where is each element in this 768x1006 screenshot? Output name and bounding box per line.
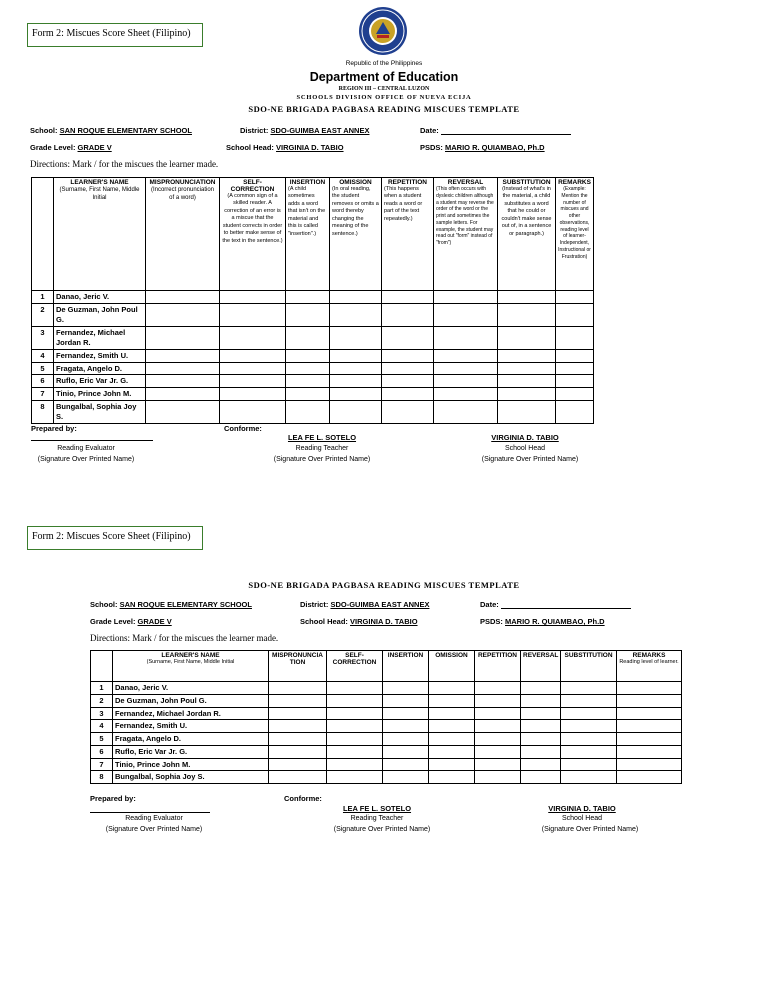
omission-mark-cell[interactable] (429, 694, 475, 707)
insertion-mark-cell[interactable] (286, 303, 330, 326)
omission-mark-cell[interactable] (330, 291, 382, 304)
head-name: VIRGINIA D. TABIO (491, 433, 559, 442)
mispronunciation-mark-cell[interactable] (146, 303, 220, 326)
republic-text: Republic of the Philippines (345, 60, 423, 67)
omission-mark-cell[interactable] (429, 720, 475, 733)
evaluator-sig-note: (Signature Over Printed Name) (37, 456, 135, 463)
grade-value: GRADE V (137, 617, 172, 626)
school-head-field (226, 143, 344, 152)
mispronunciation-mark-cell[interactable] (146, 388, 220, 401)
learner-name-cell: De Guzman, John Poul G. (54, 303, 146, 326)
reversal-mark-cell[interactable] (521, 745, 561, 758)
repetition-mark-cell[interactable] (475, 758, 521, 771)
district-value: SDO-GUIMBA EAST ANNEX (270, 126, 370, 135)
repetition-mark-cell[interactable] (382, 375, 434, 388)
row-number: 2 (91, 694, 113, 707)
self-correction-mark-cell[interactable] (327, 758, 383, 771)
substitution-mark-cell[interactable] (498, 400, 556, 423)
substitution-mark-cell[interactable] (498, 349, 556, 362)
self-correction-mark-cell[interactable] (327, 720, 383, 733)
learner-name-cell: Fernandez, Michael Jordan R. (54, 326, 146, 349)
col-insertion: INSERTION (A child sometimes adds a word that isn't on the material and this is called "insertion".) (286, 178, 330, 291)
learner-name-cell: Ruflo, Eric Var Jr. G. (54, 375, 146, 388)
learner-name-cell: Tinio, Prince John M. (113, 758, 269, 771)
omission-mark-cell[interactable] (330, 349, 382, 362)
col-substitution: SUBSTITUTION (561, 651, 617, 682)
teacher-sig-note: (Signature Over Printed Name) (273, 456, 371, 463)
learner-name-cell: Fernandez, Smith U. (54, 349, 146, 362)
insertion-mark-cell[interactable] (383, 707, 429, 720)
table-row (91, 707, 682, 720)
remarks-mark-cell[interactable] (617, 758, 682, 771)
template-title-2: SDO-NE BRIGADA PAGBASA READING MISCUES TEMPLATE (248, 580, 520, 590)
reversal-mark-cell[interactable] (521, 733, 561, 746)
reversal-mark-cell[interactable] (434, 349, 498, 362)
mispronunciation-mark-cell[interactable] (269, 720, 327, 733)
school-head-value: VIRGINIA D. TABIO (276, 143, 344, 152)
self-correction-mark-cell[interactable] (327, 707, 383, 720)
self-correction-mark-cell[interactable] (327, 771, 383, 784)
learner-name-cell: Fernandez, Michael Jordan R. (113, 707, 269, 720)
learner-name-cell: Fragata, Angelo D. (113, 733, 269, 746)
school-field-2 (90, 600, 252, 609)
remarks-mark-cell[interactable] (617, 733, 682, 746)
head-role: School Head (504, 445, 546, 452)
psds-field-2 (480, 617, 605, 626)
reversal-mark-cell[interactable] (521, 694, 561, 707)
mispronunciation-mark-cell[interactable] (146, 349, 220, 362)
learner-name-cell: Bungalbal, Sophia Joy S. (54, 400, 146, 423)
reversal-mark-cell[interactable] (434, 291, 498, 304)
division-text: SCHOOLS DIVISION OFFICE OF NUEVA ECIJA (296, 94, 472, 101)
self-correction-mark-cell[interactable] (220, 326, 286, 349)
reversal-mark-cell[interactable] (434, 326, 498, 349)
substitution-mark-cell[interactable] (561, 771, 617, 784)
department-title: Department of Education (309, 70, 459, 84)
repetition-mark-cell[interactable] (475, 745, 521, 758)
substitution-mark-cell[interactable] (498, 362, 556, 375)
table-row (91, 745, 682, 758)
self-correction-mark-cell[interactable] (220, 400, 286, 423)
row-number: 6 (32, 375, 54, 388)
mispronunciation-mark-cell[interactable] (269, 694, 327, 707)
learner-name-cell: Danao, Jeric V. (113, 682, 269, 695)
self-correction-mark-cell[interactable] (220, 375, 286, 388)
school-value: SAN ROQUE ELEMENTARY SCHOOL (59, 126, 192, 135)
mispronunciation-mark-cell[interactable] (269, 682, 327, 695)
omission-mark-cell[interactable] (330, 400, 382, 423)
table-row (32, 326, 594, 349)
row-number: 7 (32, 388, 54, 401)
deped-seal-icon (358, 6, 408, 56)
substitution-mark-cell[interactable] (498, 326, 556, 349)
col-substitution: SUBSTITUTION (Instead of what's in the material, a child substitutes a word that he could or couldn't make sense out of, in a sentence or paragraph.) (498, 178, 556, 291)
row-number: 1 (91, 682, 113, 695)
reversal-mark-cell[interactable] (521, 682, 561, 695)
mispronunciation-mark-cell[interactable] (269, 707, 327, 720)
insertion-mark-cell[interactable] (286, 362, 330, 375)
repetition-mark-cell[interactable] (382, 400, 434, 423)
district-field (240, 126, 369, 135)
learner-name-cell: Bungalbal, Sophia Joy S. (113, 771, 269, 784)
col-repetition: REPETITION (This happens when a student reads a word or part of the text repeatedly.) (382, 178, 434, 291)
remarks-mark-cell[interactable] (617, 694, 682, 707)
col-self-correction: SELF-CORRECTION (327, 651, 383, 682)
district-value: SDO-GUIMBA EAST ANNEX (330, 600, 430, 609)
insertion-mark-cell[interactable] (286, 326, 330, 349)
table-row (32, 362, 594, 375)
grade-field (30, 143, 112, 152)
reversal-mark-cell[interactable] (521, 707, 561, 720)
self-correction-mark-cell[interactable] (327, 694, 383, 707)
self-correction-mark-cell[interactable] (327, 733, 383, 746)
repetition-mark-cell[interactable] (475, 771, 521, 784)
school-head-value: VIRGINIA D. TABIO (350, 617, 418, 626)
teacher-name: LEA FE L. SOTELO (287, 433, 357, 442)
repetition-mark-cell[interactable] (382, 388, 434, 401)
row-number: 1 (32, 291, 54, 304)
col-self-correction: SELF-CORRECTION (A common sign of a skilled reader. A correction of an error is a miscue that the student corrects in order to better make sense of the text in the sentence.) (220, 178, 286, 291)
table-row (91, 758, 682, 771)
mispronunciation-mark-cell[interactable] (146, 362, 220, 375)
insertion-mark-cell[interactable] (286, 375, 330, 388)
col-learner-name: LEARNER'S NAME (Surname, First Name, Middle Initial (113, 651, 269, 682)
evaluator-signature-line-2[interactable] (90, 812, 210, 813)
repetition-mark-cell[interactable] (382, 349, 434, 362)
insertion-mark-cell[interactable] (383, 733, 429, 746)
mispronunciation-mark-cell[interactable] (269, 733, 327, 746)
grade-field-2 (90, 617, 172, 626)
reversal-mark-cell[interactable] (434, 303, 498, 326)
col-repetition: REPETITION (475, 651, 521, 682)
reversal-mark-cell[interactable] (434, 375, 498, 388)
self-correction-mark-cell[interactable] (327, 745, 383, 758)
col-mispronunciation: MISPRONUNCIATION (269, 651, 327, 682)
reversal-mark-cell[interactable] (434, 388, 498, 401)
teacher-role: Reading Teacher (295, 445, 349, 452)
evaluator-sig-note-2: (Signature Over Printed Name) (105, 826, 203, 833)
template-title: SDO-NE BRIGADA PAGBASA READING MISCUES TEMPLATE (248, 104, 520, 114)
col-number-header (91, 651, 113, 682)
reversal-mark-cell[interactable] (521, 758, 561, 771)
learner-name-cell: Fragata, Angelo D. (54, 362, 146, 375)
school-head-label: School Head: (226, 143, 274, 152)
insertion-mark-cell[interactable] (383, 682, 429, 695)
date-blank[interactable] (441, 134, 571, 135)
grade-label: Grade Level: (30, 143, 76, 152)
table-row (91, 694, 682, 707)
learner-name-cell: Ruflo, Eric Var Jr. G. (113, 745, 269, 758)
col-remarks: REMARKS (Example: Mention the number of miscues and other observations, reading level of learner- Independent, Instructional or Frustration) (556, 178, 594, 291)
repetition-mark-cell[interactable] (382, 291, 434, 304)
omission-mark-cell[interactable] (330, 388, 382, 401)
mispronunciation-mark-cell[interactable] (269, 758, 327, 771)
table-row (32, 291, 594, 304)
head-sig-note: (Signature Over Printed Name) (481, 456, 579, 463)
table-row (91, 771, 682, 784)
learner-name-cell: Danao, Jeric V. (54, 291, 146, 304)
substitution-mark-cell[interactable] (498, 375, 556, 388)
row-number: 4 (32, 349, 54, 362)
substitution-mark-cell[interactable] (561, 745, 617, 758)
school-label: School: (30, 126, 58, 135)
self-correction-mark-cell[interactable] (220, 349, 286, 362)
reversal-mark-cell[interactable] (434, 400, 498, 423)
mispronunciation-mark-cell[interactable] (146, 375, 220, 388)
omission-mark-cell[interactable] (429, 758, 475, 771)
miscues-table-1 (31, 177, 594, 424)
psds-label: PSDS: (480, 617, 503, 626)
school-field (30, 126, 192, 135)
remarks-mark-cell[interactable] (617, 682, 682, 695)
repetition-mark-cell[interactable] (475, 720, 521, 733)
row-number: 7 (91, 758, 113, 771)
teacher-sig-note-2: (Signature Over Printed Name) (333, 826, 431, 833)
repetition-mark-cell[interactable] (475, 682, 521, 695)
remarks-mark-cell[interactable] (556, 291, 594, 304)
evaluator-signature-line[interactable] (31, 440, 153, 441)
omission-mark-cell[interactable] (330, 326, 382, 349)
repetition-mark-cell[interactable] (475, 707, 521, 720)
substitution-mark-cell[interactable] (561, 682, 617, 695)
date-label: Date: (480, 600, 499, 609)
repetition-mark-cell[interactable] (475, 694, 521, 707)
learner-name-cell: Tinio, Prince John M. (54, 388, 146, 401)
col-omission: OMISSION (429, 651, 475, 682)
teacher-name-2: LEA FE L. SOTELO (342, 804, 412, 813)
school-head-field-2 (300, 617, 418, 626)
repetition-mark-cell[interactable] (382, 362, 434, 375)
self-correction-mark-cell[interactable] (220, 303, 286, 326)
omission-mark-cell[interactable] (429, 682, 475, 695)
col-number-header (32, 178, 54, 291)
self-correction-mark-cell[interactable] (220, 291, 286, 304)
conforme-label: Conforme: (224, 424, 262, 433)
substitution-mark-cell[interactable] (561, 758, 617, 771)
directions-text-2: Directions: Mark / for the miscues the learner made. (90, 633, 279, 643)
reversal-mark-cell[interactable] (521, 720, 561, 733)
miscues-table-2 (90, 650, 682, 784)
district-label: District: (300, 600, 329, 609)
row-number: 3 (91, 707, 113, 720)
self-correction-mark-cell[interactable] (327, 682, 383, 695)
insertion-mark-cell[interactable] (286, 349, 330, 362)
insertion-mark-cell[interactable] (383, 720, 429, 733)
self-correction-mark-cell[interactable] (220, 388, 286, 401)
col-reversal: REVERSAL (This often occurs with dyslexic children although a student may reverse the order of the word or the print and sometimes the sample letters. For example, the student may read out "form" instead of "from") (434, 178, 498, 291)
substitution-mark-cell[interactable] (561, 733, 617, 746)
psds-value: MARIO R. QUIAMBAO, Ph.D (445, 143, 545, 152)
head-sig-note-2: (Signature Over Printed Name) (541, 826, 639, 833)
date-blank[interactable] (501, 608, 631, 609)
row-number: 5 (32, 362, 54, 375)
remarks-mark-cell[interactable] (617, 720, 682, 733)
learner-name-cell: De Guzman, John Poul G. (113, 694, 269, 707)
table-row (32, 349, 594, 362)
insertion-mark-cell[interactable] (383, 745, 429, 758)
self-correction-mark-cell[interactable] (220, 362, 286, 375)
table-header-row (32, 178, 594, 291)
col-learner-name: LEARNER'S NAME (Surname, First Name, Middle Initial (54, 178, 146, 291)
evaluator-role-2: Reading Evaluator (125, 815, 183, 822)
school-value: SAN ROQUE ELEMENTARY SCHOOL (119, 600, 252, 609)
omission-mark-cell[interactable] (429, 771, 475, 784)
head-name-2: VIRGINIA D. TABIO (548, 804, 616, 813)
table-row (32, 303, 594, 326)
table-row (32, 375, 594, 388)
mispronunciation-mark-cell[interactable] (146, 400, 220, 423)
remarks-mark-cell[interactable] (617, 707, 682, 720)
head-role-2: School Head (561, 815, 603, 822)
grade-label: Grade Level: (90, 617, 136, 626)
row-number: 8 (32, 400, 54, 423)
learner-name-cell: Fernandez, Smith U. (113, 720, 269, 733)
psds-label: PSDS: (420, 143, 443, 152)
repetition-mark-cell[interactable] (475, 733, 521, 746)
remarks-mark-cell[interactable] (556, 400, 594, 423)
col-omission: OMISSION (In oral reading, the student removes or omits a word thereby changing the meaning of the sentence.) (330, 178, 382, 291)
teacher-role-2: Reading Teacher (350, 815, 404, 822)
row-number: 4 (91, 720, 113, 733)
date-label: Date: (420, 126, 439, 135)
remarks-mark-cell[interactable] (617, 745, 682, 758)
substitution-mark-cell[interactable] (561, 720, 617, 733)
substitution-mark-cell[interactable] (498, 291, 556, 304)
insertion-mark-cell[interactable] (383, 758, 429, 771)
insertion-mark-cell[interactable] (286, 291, 330, 304)
evaluator-role: Reading Evaluator (57, 445, 115, 452)
table-row (32, 400, 594, 423)
region-text: REGION III – CENTRAL LUZON (338, 86, 430, 92)
omission-mark-cell[interactable] (330, 375, 382, 388)
reversal-mark-cell[interactable] (521, 771, 561, 784)
mispronunciation-mark-cell[interactable] (146, 291, 220, 304)
omission-mark-cell[interactable] (330, 362, 382, 375)
table-header-row (91, 651, 682, 682)
omission-mark-cell[interactable] (429, 733, 475, 746)
insertion-mark-cell[interactable] (286, 400, 330, 423)
table-row (91, 682, 682, 695)
reversal-mark-cell[interactable] (434, 362, 498, 375)
district-label: District: (240, 126, 269, 135)
insertion-mark-cell[interactable] (286, 388, 330, 401)
col-insertion: INSERTION (383, 651, 429, 682)
row-number: 5 (91, 733, 113, 746)
substitution-mark-cell[interactable] (561, 694, 617, 707)
repetition-mark-cell[interactable] (382, 326, 434, 349)
table-row (32, 388, 594, 401)
table-row (91, 720, 682, 733)
remarks-mark-cell[interactable] (556, 326, 594, 349)
insertion-mark-cell[interactable] (383, 694, 429, 707)
remarks-mark-cell[interactable] (617, 771, 682, 784)
psds-field (420, 143, 545, 152)
prepared-by-label: Prepared by: (31, 424, 77, 433)
col-remarks: REMARKS Reading level of learner. (617, 651, 682, 682)
mispronunciation-mark-cell[interactable] (269, 745, 327, 758)
grade-value: GRADE V (77, 143, 112, 152)
omission-mark-cell[interactable] (330, 303, 382, 326)
mispronunciation-mark-cell[interactable] (146, 326, 220, 349)
omission-mark-cell[interactable] (429, 745, 475, 758)
repetition-mark-cell[interactable] (382, 303, 434, 326)
remarks-mark-cell[interactable] (556, 375, 594, 388)
form-label-top: Form 2: Miscues Score Sheet (Filipino) (27, 23, 203, 47)
remarks-mark-cell[interactable] (556, 388, 594, 401)
remarks-mark-cell[interactable] (556, 349, 594, 362)
col-reversal: REVERSAL (521, 651, 561, 682)
psds-value: MARIO R. QUIAMBAO, Ph.D (505, 617, 605, 626)
school-label: School: (90, 600, 118, 609)
table-row (91, 733, 682, 746)
col-mispronunciation: MISPRONUNCIATION (Incorrect pronunciation of a word) (146, 178, 220, 291)
district-field-2 (300, 600, 429, 609)
date-field-2 (480, 600, 631, 609)
date-field (420, 126, 571, 135)
omission-mark-cell[interactable] (429, 707, 475, 720)
school-head-label: School Head: (300, 617, 348, 626)
row-number: 2 (32, 303, 54, 326)
insertion-mark-cell[interactable] (383, 771, 429, 784)
prepared-by-label-2: Prepared by: (90, 794, 136, 803)
remarks-mark-cell[interactable] (556, 303, 594, 326)
row-number: 8 (91, 771, 113, 784)
row-number: 3 (32, 326, 54, 349)
remarks-mark-cell[interactable] (556, 362, 594, 375)
conforme-label-2: Conforme: (284, 794, 322, 803)
directions-text: Directions: Mark / for the miscues the learner made. (30, 159, 219, 169)
mispronunciation-mark-cell[interactable] (269, 771, 327, 784)
row-number: 6 (91, 745, 113, 758)
form-label-bottom: Form 2: Miscues Score Sheet (Filipino) (27, 526, 203, 550)
substitution-mark-cell[interactable] (498, 388, 556, 401)
substitution-mark-cell[interactable] (561, 707, 617, 720)
substitution-mark-cell[interactable] (498, 303, 556, 326)
